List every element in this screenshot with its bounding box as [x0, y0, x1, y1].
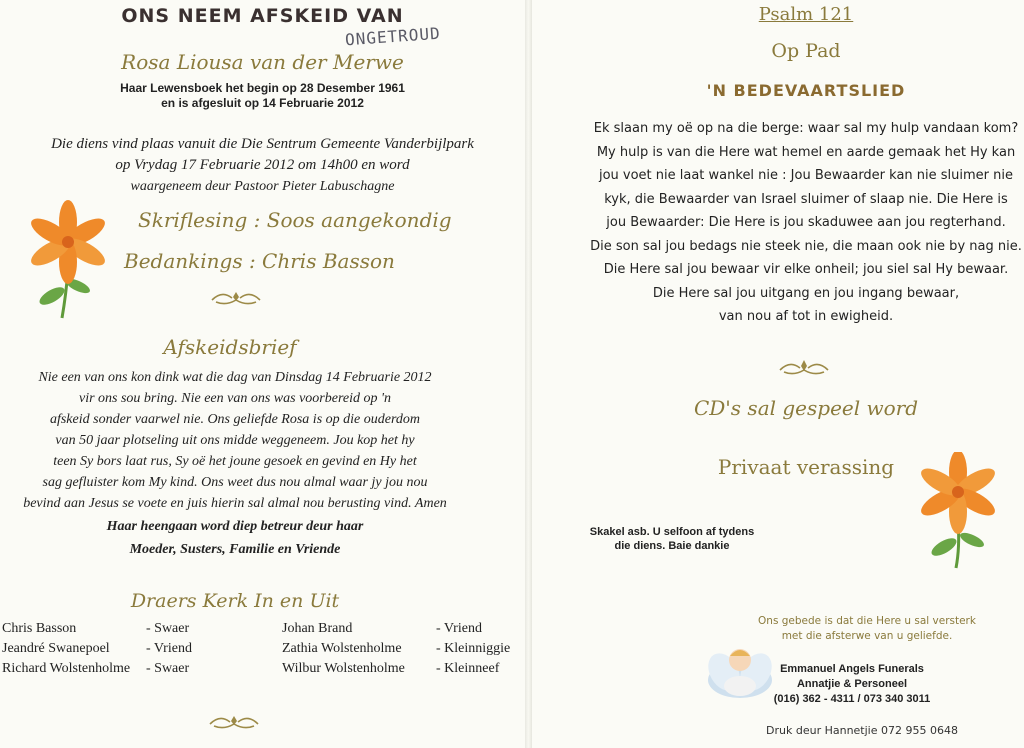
letter-line: vir ons sou bring. Nie een van ons was voorbereid op 'n: [78, 391, 391, 406]
right-page: [532, 0, 1024, 748]
phone-notice: [582, 525, 762, 553]
table-row: [282, 619, 514, 639]
ornament-divider-icon: [206, 288, 266, 308]
service-line: Die diens vind plaas vanuit die Die Sentrum Gemeente Vanderbijlpark: [51, 136, 474, 152]
thanks-line: Bedankings : Chris Basson: [124, 249, 395, 273]
bearers-table-right: [282, 619, 514, 679]
psalm-line: My hulp is van die Here wat hemel en aarde gemaak het Hy kan: [596, 144, 1016, 160]
bearer-relation: - Vriend: [436, 621, 482, 636]
letter-line: van 50 jaar plotseling uit ons midde weggeneem. Jou kop het hy: [55, 433, 415, 448]
life-dates-end: en is afgesluit op 14 Februarie 2012: [161, 96, 364, 110]
psalm-line: Die Here sal jou uitgang en jou ingang bewaar,: [652, 285, 960, 301]
bearer-relation: - Swaer: [146, 621, 190, 636]
handwritten-note: ONGETROUD: [344, 23, 442, 50]
farewell-letter: [0, 367, 470, 560]
page-title: ONS NEEM AFSKEID VAN: [121, 5, 404, 27]
song-title: 'N BEDEVAARTSLIED: [706, 81, 906, 100]
deceased-name: Rosa Liousa van der Merwe: [121, 50, 404, 74]
ornament-divider-icon: [204, 712, 264, 732]
psalm-line: Die Here sal jou bewaar vir elke onheil; jou siel sal Hy bewaar.: [603, 262, 1009, 277]
bearers-heading: Draers Kerk In en Uit: [130, 590, 340, 612]
letter-heading: Afskeidsbrief: [163, 335, 297, 359]
prayer-line: met die afsterwe van u geliefde.: [781, 630, 953, 642]
page-fold: [525, 0, 532, 748]
reading-line: Skriflesing : Soos aangekondig: [138, 208, 452, 232]
letter-line: sag gefluister kom My kind. Ons weet dus nou almal waar jy jou nou: [42, 475, 428, 490]
service-info: [0, 134, 525, 197]
lily-flower-icon: [26, 200, 110, 320]
psalm-line: Die son sal jou bedags nie steek nie, die maan ook nie by nag nie.: [590, 238, 1022, 254]
phone-notice-line: Skakel asb. U selfoon af tydens: [589, 526, 755, 538]
funeral-home-name: Emmanuel Angels Funerals: [780, 663, 924, 675]
bearer-relation: - Kleinneef: [436, 661, 500, 676]
bearer-name: Richard Wolstenholme: [2, 661, 131, 676]
funeral-staff: Annatjie & Personeel: [796, 678, 908, 690]
mourning-line: Moeder, Susters, Familie en Vriende: [129, 542, 341, 557]
bearer-name: Johan Brand: [282, 621, 353, 636]
ornament-divider-icon: [774, 356, 834, 378]
letter-line: bevind aan Jesus se voete en juis hierin sal almal nou berusting vind. Amen: [23, 496, 447, 511]
table-row: [2, 619, 196, 639]
psalm-text: [532, 117, 1024, 329]
bearers-table-left: [2, 619, 196, 679]
psalm-line: jou Bewaarder: Die Here is jou skaduwee aan jou regterhand.: [606, 215, 1006, 230]
bearer-relation: - Kleinniggie: [436, 641, 511, 656]
psalm-line: kyk, die Bewaarder van Israel sluimer of slaap nie. Die Here is: [604, 191, 1008, 207]
bearer-name: Zathia Wolstenholme: [282, 641, 402, 656]
bearer-name: Wilbur Wolstenholme: [282, 661, 405, 676]
table-row: [282, 659, 514, 679]
service-line: waargeneem deur Pastoor Pieter Labuschagne: [130, 179, 395, 194]
table-row: [282, 639, 514, 659]
table-row: [2, 659, 196, 679]
mourning-line: Haar heengaan word diep betreur deur haar: [106, 519, 364, 534]
bearer-relation: - Swaer: [146, 661, 190, 676]
phone-notice-line: die diens. Baie dankie: [614, 540, 730, 552]
psalm-line: jou voet nie laat wankel nie : Jou Bewaarder kan nie sluimer nie: [598, 168, 1014, 183]
psalm-title: Psalm 121: [758, 4, 854, 25]
table-row: [2, 639, 196, 659]
life-dates-start: Haar Lewensboek het begin op 28 Desember 1961: [120, 81, 405, 95]
funeral-home-info: [747, 662, 957, 707]
funeral-phone: (016) 362 - 4311 / 073 340 3011: [773, 693, 931, 705]
psalm-subtitle: Op Pad: [771, 40, 841, 62]
psalm-line: Ek slaan my oë op na die berge: waar sal my hulp vandaan kom?: [593, 121, 1019, 136]
prayer-line: Ons gebede is dat die Here u sal versterk: [758, 615, 976, 627]
letter-line: afskeid sonder vaarwel nie. Ons geliefde Rosa is op die ouderdom: [49, 412, 421, 427]
bearer-relation: - Vriend: [146, 641, 192, 656]
psalm-line: van nou af tot in ewigheid.: [718, 309, 894, 324]
music-note-line: CD's sal gespeel word: [693, 396, 919, 420]
bearer-name: Chris Basson: [2, 621, 77, 636]
bearer-name: Jeandré Swanepoel: [2, 641, 110, 656]
service-line: op Vrydag 17 Februarie 2012 om 14h00 en word: [115, 157, 410, 173]
printer-credit: Druk deur Hannetjie 072 955 0648: [766, 724, 958, 737]
letter-line: Nie een van ons kon dink wat die dag van Dinsdag 14 Februarie 2012: [38, 370, 432, 385]
lily-flower-icon: [916, 452, 1000, 570]
letter-line: teen Sy bors laat rus, Sy oë het joune gesoek en gevind en Hy het: [53, 454, 417, 469]
cremation-line: Privaat verassing: [717, 455, 895, 479]
